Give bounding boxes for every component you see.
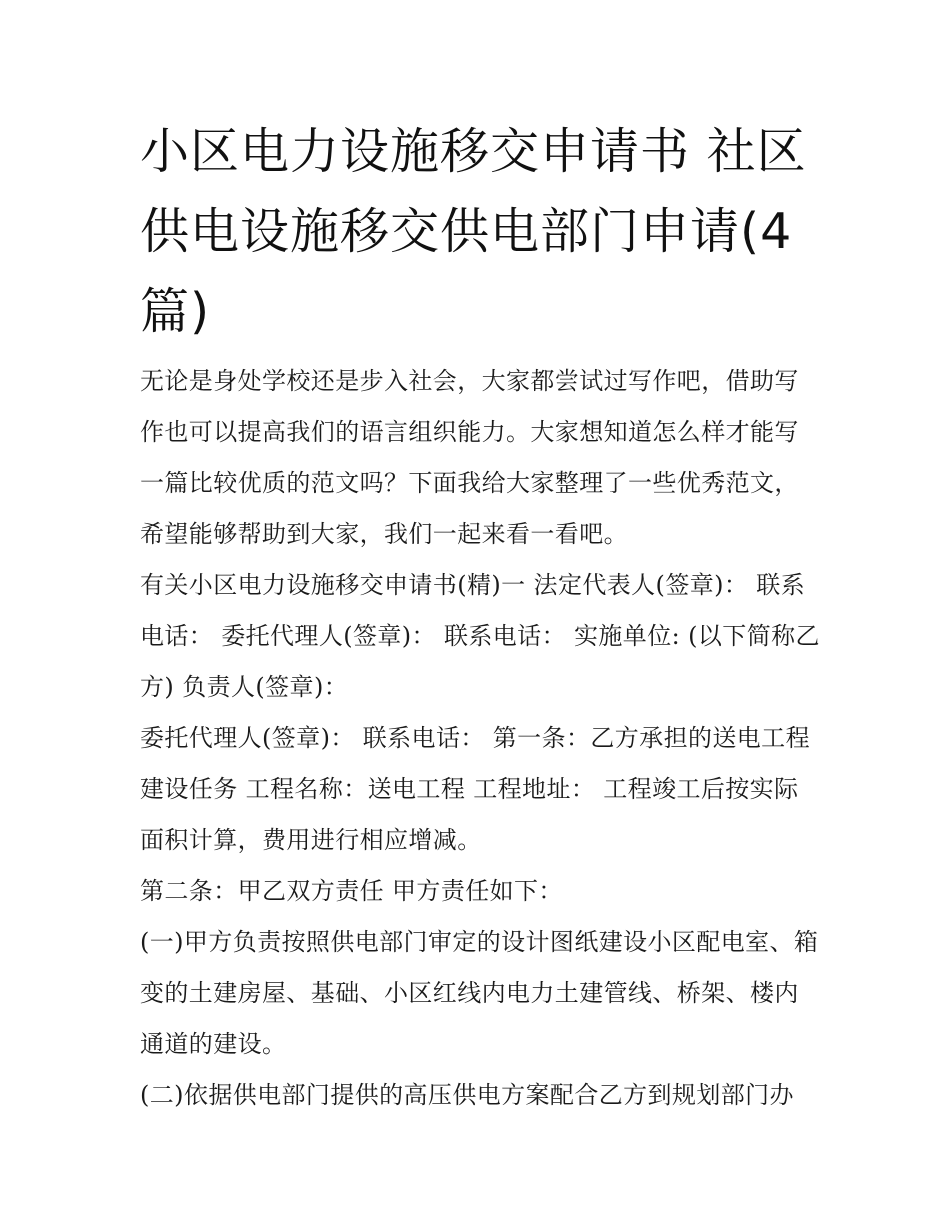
clause-one-paragraph: (一)甲方负责按照供电部门审定的设计图纸建设小区配电室、箱变的土建房屋、基础、小区红线内电力土建管线、桥架、楼内通道的建设。 xyxy=(140,928,819,1058)
clause-two-paragraph: (二)依据供电部门提供的高压供电方案配合乙方到规划部门办 xyxy=(140,1081,794,1109)
document-body xyxy=(140,356,820,1121)
article-two-paragraph: 第二条：甲乙双方责任 甲方责任如下： xyxy=(140,877,563,905)
intro-paragraph: 无论是身处学校还是步入社会，大家都尝试过写作吧，借助写作也可以提高我们的语言组织能力。大家想知道怎么样才能写一篇比较优质的范文吗？下面我给大家整理了一些优秀范文，希望能够帮助到大家，我们一起来看一看吧。 xyxy=(140,367,799,548)
section-one-header-paragraph: 有关小区电力设施移交申请书(精)一 法定代表人(签章)： 联系电话： 委托代理人(签章)： 联系电话： 实施单位: (以下简称乙方) 负责人(签章)： xyxy=(140,571,820,701)
document-title: 小区电力设施移交申请书 社区供电设施移交供电部门申请(4篇) xyxy=(140,123,807,340)
article-one-paragraph: 委托代理人(签章)： 联系电话： 第一条：乙方承担的送电工程建设任务 工程名称：送电工程 工程地址： 工程竣工后按实际面积计算，费用进行相应增减。 xyxy=(140,724,810,854)
